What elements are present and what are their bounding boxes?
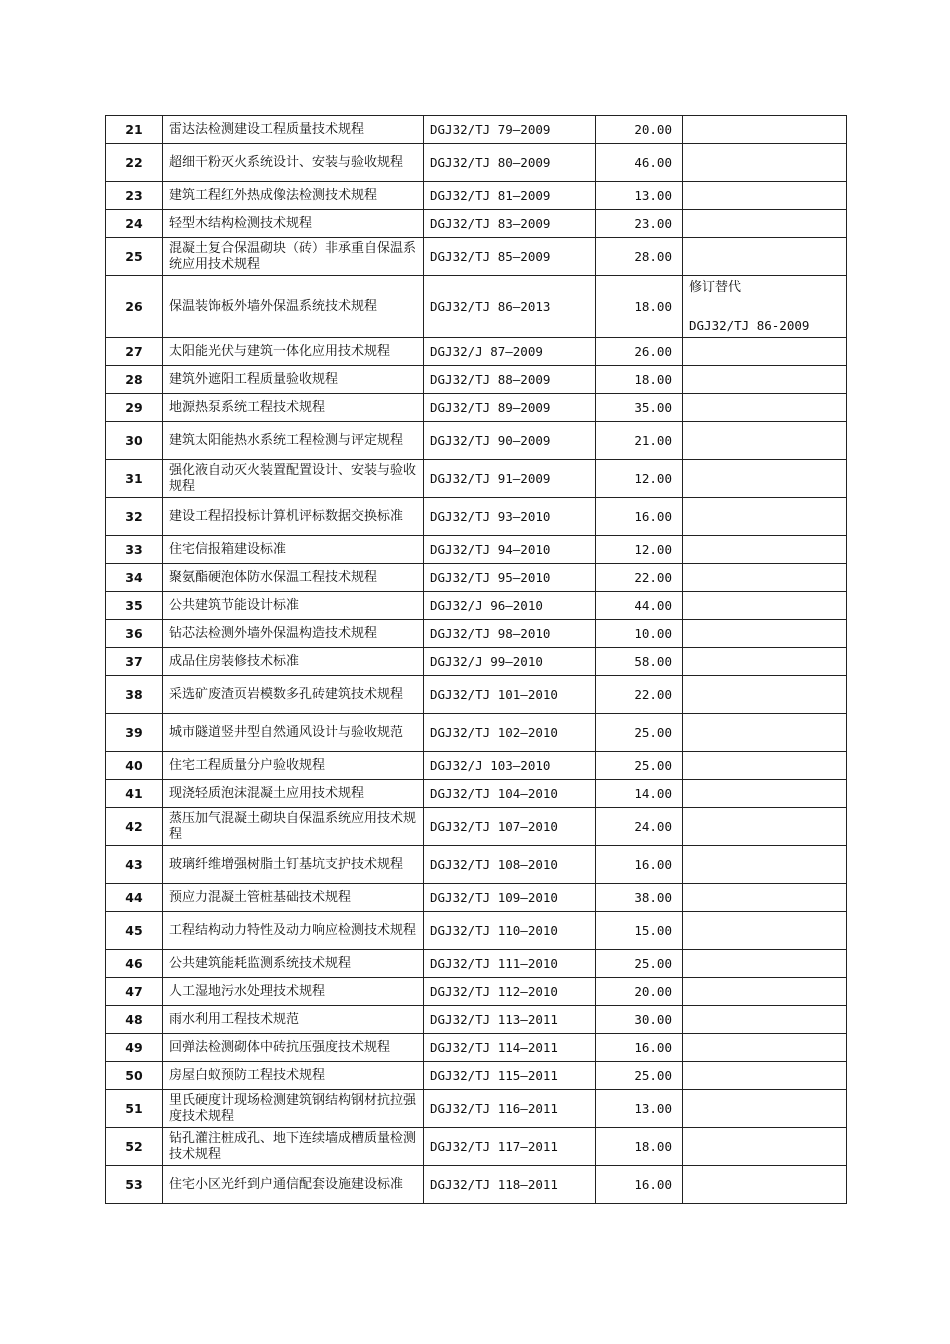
- table-row: [106, 422, 847, 460]
- standard-name: 公共建筑能耗监测系统技术规程: [163, 950, 424, 978]
- table-row: [106, 276, 847, 338]
- table-row: [106, 564, 847, 592]
- table-row: [106, 238, 847, 276]
- table-row: [106, 116, 847, 144]
- row-number: 28: [106, 366, 163, 394]
- remark-cell: [683, 884, 847, 912]
- standard-code: DGJ32/TJ 90—2009: [424, 422, 596, 460]
- table-row: [106, 780, 847, 808]
- price: 13.00: [596, 182, 683, 210]
- row-number: 24: [106, 210, 163, 238]
- table-row: [106, 210, 847, 238]
- remark-cell: [683, 1034, 847, 1062]
- row-number: 38: [106, 676, 163, 714]
- price: 22.00: [596, 676, 683, 714]
- remark-cell: [683, 912, 847, 950]
- price: 20.00: [596, 116, 683, 144]
- remark-cell: [683, 808, 847, 846]
- standard-name: 人工湿地污水处理技术规程: [163, 978, 424, 1006]
- remark-cell: [683, 116, 847, 144]
- row-number: 29: [106, 394, 163, 422]
- standard-name: 公共建筑节能设计标准: [163, 592, 424, 620]
- table-row: [106, 536, 847, 564]
- remark-cell: [683, 182, 847, 210]
- standard-code: DGJ32/TJ 116—2011: [424, 1090, 596, 1128]
- standard-name: 住宅工程质量分户验收规程: [163, 752, 424, 780]
- row-number: 35: [106, 592, 163, 620]
- table-row: [106, 338, 847, 366]
- remark-cell: [683, 592, 847, 620]
- standard-code: DGJ32/TJ 98—2010: [424, 620, 596, 648]
- price: 35.00: [596, 394, 683, 422]
- standard-code: DGJ32/TJ 79—2009: [424, 116, 596, 144]
- standard-name: 混凝土复合保温砌块（砖）非承重自保温系统应用技术规程: [163, 238, 424, 276]
- table-row: [106, 884, 847, 912]
- standard-code: DGJ32/TJ 118—2011: [424, 1166, 596, 1204]
- remark-cell: [683, 780, 847, 808]
- price: 44.00: [596, 592, 683, 620]
- standard-code: DGJ32/TJ 89—2009: [424, 394, 596, 422]
- standard-name: 采选矿废渣页岩模数多孔砖建筑技术规程: [163, 676, 424, 714]
- standard-name: 建筑外遮阳工程质量验收规程: [163, 366, 424, 394]
- price: 16.00: [596, 1166, 683, 1204]
- remark-cell: [683, 978, 847, 1006]
- standard-name: 聚氨酯硬泡体防水保温工程技术规程: [163, 564, 424, 592]
- standard-code: DGJ32/TJ 111—2010: [424, 950, 596, 978]
- standard-name: 雨水利用工程技术规范: [163, 1006, 424, 1034]
- table-row: [106, 714, 847, 752]
- row-number: 43: [106, 846, 163, 884]
- standard-code: DGJ32/TJ 110—2010: [424, 912, 596, 950]
- row-number: 50: [106, 1062, 163, 1090]
- row-number: 53: [106, 1166, 163, 1204]
- table-row: [106, 1006, 847, 1034]
- standard-code: DGJ32/TJ 102—2010: [424, 714, 596, 752]
- table-row: [106, 620, 847, 648]
- price: 18.00: [596, 366, 683, 394]
- standard-name: 轻型木结构检测技术规程: [163, 210, 424, 238]
- row-number: 23: [106, 182, 163, 210]
- price: 25.00: [596, 752, 683, 780]
- standard-name: 回弹法检测砌体中砖抗压强度技术规程: [163, 1034, 424, 1062]
- remark-cell: [683, 714, 847, 752]
- standard-code: DGJ32/TJ 94—2010: [424, 536, 596, 564]
- row-number: 33: [106, 536, 163, 564]
- price: 58.00: [596, 648, 683, 676]
- price: 26.00: [596, 338, 683, 366]
- table-row: [106, 1166, 847, 1204]
- standard-name: 预应力混凝土管桩基础技术规程: [163, 884, 424, 912]
- standard-code: DGJ32/TJ 85—2009: [424, 238, 596, 276]
- standard-code: DGJ32/TJ 112—2010: [424, 978, 596, 1006]
- row-number: 46: [106, 950, 163, 978]
- row-number: 40: [106, 752, 163, 780]
- price: 16.00: [596, 846, 683, 884]
- remark-cell: [683, 752, 847, 780]
- standard-code: DGJ32/TJ 115—2011: [424, 1062, 596, 1090]
- remark-cell: [683, 460, 847, 498]
- table-row: [106, 1090, 847, 1128]
- price: 18.00: [596, 1128, 683, 1166]
- standard-name: 超细干粉灭火系统设计、安装与验收规程: [163, 144, 424, 182]
- standard-name: 地源热泵系统工程技术规程: [163, 394, 424, 422]
- table-row: [106, 752, 847, 780]
- price: 23.00: [596, 210, 683, 238]
- standard-code: DGJ32/TJ 104—2010: [424, 780, 596, 808]
- table-row: [106, 648, 847, 676]
- row-number: 51: [106, 1090, 163, 1128]
- standard-name: 住宅小区光纤到户通信配套设施建设标准: [163, 1166, 424, 1204]
- standard-name: 玻璃纤维增强树脂土钉基坑支护技术规程: [163, 846, 424, 884]
- remark-cell: [683, 498, 847, 536]
- standard-name: 里氏硬度计现场检测建筑钢结构钢材抗拉强度技术规程: [163, 1090, 424, 1128]
- price: 10.00: [596, 620, 683, 648]
- standard-code: DGJ32/TJ 80—2009: [424, 144, 596, 182]
- remark-cell: [683, 276, 847, 338]
- price: 25.00: [596, 1062, 683, 1090]
- row-number: 39: [106, 714, 163, 752]
- standard-name: 城市隧道竖井型自然通风设计与验收规范: [163, 714, 424, 752]
- price: 12.00: [596, 460, 683, 498]
- table-row: [106, 366, 847, 394]
- price: 24.00: [596, 808, 683, 846]
- price: 20.00: [596, 978, 683, 1006]
- remark-cell: [683, 1062, 847, 1090]
- table-row: [106, 394, 847, 422]
- remark-cell: [683, 564, 847, 592]
- row-number: 44: [106, 884, 163, 912]
- table-row: [106, 592, 847, 620]
- standard-code: DGJ32/TJ 114—2011: [424, 1034, 596, 1062]
- remark-cell: [683, 648, 847, 676]
- row-number: 37: [106, 648, 163, 676]
- row-number: 42: [106, 808, 163, 846]
- standard-code: DGJ32/TJ 86—2013: [424, 276, 596, 338]
- remark-text: 修订替代: [689, 279, 742, 295]
- standard-code: DGJ32/J 99—2010: [424, 648, 596, 676]
- standard-name: 钻孔灌注桩成孔、地下连续墙成槽质量检测技术规程: [163, 1128, 424, 1166]
- price: 18.00: [596, 276, 683, 338]
- remark-cell: [683, 366, 847, 394]
- table-row: [106, 808, 847, 846]
- standard-name: 住宅信报箱建设标准: [163, 536, 424, 564]
- table-row: [106, 182, 847, 210]
- standard-name: 蒸压加气混凝土砌块自保温系统应用技术规程: [163, 808, 424, 846]
- standard-name: 雷达法检测建设工程质量技术规程: [163, 116, 424, 144]
- standard-name: 房屋白蚁预防工程技术规程: [163, 1062, 424, 1090]
- row-number: 36: [106, 620, 163, 648]
- remark-cell: [683, 338, 847, 366]
- table-row: [106, 978, 847, 1006]
- standard-name: 建筑太阳能热水系统工程检测与评定规程: [163, 422, 424, 460]
- standard-code: DGJ32/TJ 83—2009: [424, 210, 596, 238]
- standard-name: 太阳能光伏与建筑一体化应用技术规程: [163, 338, 424, 366]
- row-number: 41: [106, 780, 163, 808]
- row-number: 32: [106, 498, 163, 536]
- remark-cell: [683, 1128, 847, 1166]
- standard-name: 建筑工程红外热成像法检测技术规程: [163, 182, 424, 210]
- standards-table-body: [106, 116, 847, 1204]
- standard-code: DGJ32/TJ 95—2010: [424, 564, 596, 592]
- standard-code: DGJ32/J 96—2010: [424, 592, 596, 620]
- standard-name: 保温装饰板外墙外保温系统技术规程: [163, 276, 424, 338]
- price: 14.00: [596, 780, 683, 808]
- row-number: 25: [106, 238, 163, 276]
- remark-cell: [683, 1166, 847, 1204]
- remark-cell: [683, 144, 847, 182]
- table-row: [106, 498, 847, 536]
- price: 16.00: [596, 1034, 683, 1062]
- price: 21.00: [596, 422, 683, 460]
- remark-cell: [683, 676, 847, 714]
- remark-cell: [683, 1006, 847, 1034]
- remark-cell: [683, 394, 847, 422]
- table-row: [106, 1128, 847, 1166]
- price: 12.00: [596, 536, 683, 564]
- standards-table: [105, 115, 847, 1204]
- price: 46.00: [596, 144, 683, 182]
- remark-cell: [683, 238, 847, 276]
- standard-name: 强化液自动灭火装置配置设计、安装与验收规程: [163, 460, 424, 498]
- standard-name: 钻芯法检测外墙外保温构造技术规程: [163, 620, 424, 648]
- standard-name: 建设工程招投标计算机评标数据交换标准: [163, 498, 424, 536]
- standard-code: DGJ32/TJ 88—2009: [424, 366, 596, 394]
- standard-code: DGJ32/J 87—2009: [424, 338, 596, 366]
- price: 25.00: [596, 950, 683, 978]
- standard-code: DGJ32/TJ 81—2009: [424, 182, 596, 210]
- price: 38.00: [596, 884, 683, 912]
- standard-name: 成品住房装修技术标准: [163, 648, 424, 676]
- row-number: 27: [106, 338, 163, 366]
- standard-code: DGJ32/TJ 101—2010: [424, 676, 596, 714]
- remark-cell: [683, 210, 847, 238]
- remark-cell: [683, 950, 847, 978]
- remark-cell: [683, 536, 847, 564]
- table-row: [106, 846, 847, 884]
- remark-cell: [683, 620, 847, 648]
- price: 15.00: [596, 912, 683, 950]
- price: 22.00: [596, 564, 683, 592]
- price: 28.00: [596, 238, 683, 276]
- table-row: [106, 1034, 847, 1062]
- row-number: 52: [106, 1128, 163, 1166]
- row-number: 48: [106, 1006, 163, 1034]
- price: 25.00: [596, 714, 683, 752]
- row-number: 21: [106, 116, 163, 144]
- table-row: [106, 144, 847, 182]
- standard-name: 工程结构动力特性及动力响应检测技术规程: [163, 912, 424, 950]
- standard-code: DGJ32/TJ 93—2010: [424, 498, 596, 536]
- standard-code: DGJ32/J 103—2010: [424, 752, 596, 780]
- standard-code: DGJ32/TJ 117—2011: [424, 1128, 596, 1166]
- row-number: 45: [106, 912, 163, 950]
- remark-cell: [683, 422, 847, 460]
- standard-code: DGJ32/TJ 108—2010: [424, 846, 596, 884]
- row-number: 22: [106, 144, 163, 182]
- row-number: 30: [106, 422, 163, 460]
- row-number: 34: [106, 564, 163, 592]
- price: 16.00: [596, 498, 683, 536]
- row-number: 31: [106, 460, 163, 498]
- standard-code: DGJ32/TJ 109—2010: [424, 884, 596, 912]
- standard-name: 现浇轻质泡沫混凝土应用技术规程: [163, 780, 424, 808]
- remark-cell: [683, 1090, 847, 1128]
- row-number: 47: [106, 978, 163, 1006]
- table-row: [106, 1062, 847, 1090]
- standard-code: DGJ32/TJ 113—2011: [424, 1006, 596, 1034]
- price: 30.00: [596, 1006, 683, 1034]
- remark-cell: [683, 846, 847, 884]
- standard-code: DGJ32/TJ 107—2010: [424, 808, 596, 846]
- remark-replaced-code: DGJ32/TJ 86-2009: [689, 317, 810, 333]
- table-row: [106, 950, 847, 978]
- row-number: 26: [106, 276, 163, 338]
- table-row: [106, 460, 847, 498]
- standard-code: DGJ32/TJ 91—2009: [424, 460, 596, 498]
- table-row: [106, 676, 847, 714]
- price: 13.00: [596, 1090, 683, 1128]
- row-number: 49: [106, 1034, 163, 1062]
- table-row: [106, 912, 847, 950]
